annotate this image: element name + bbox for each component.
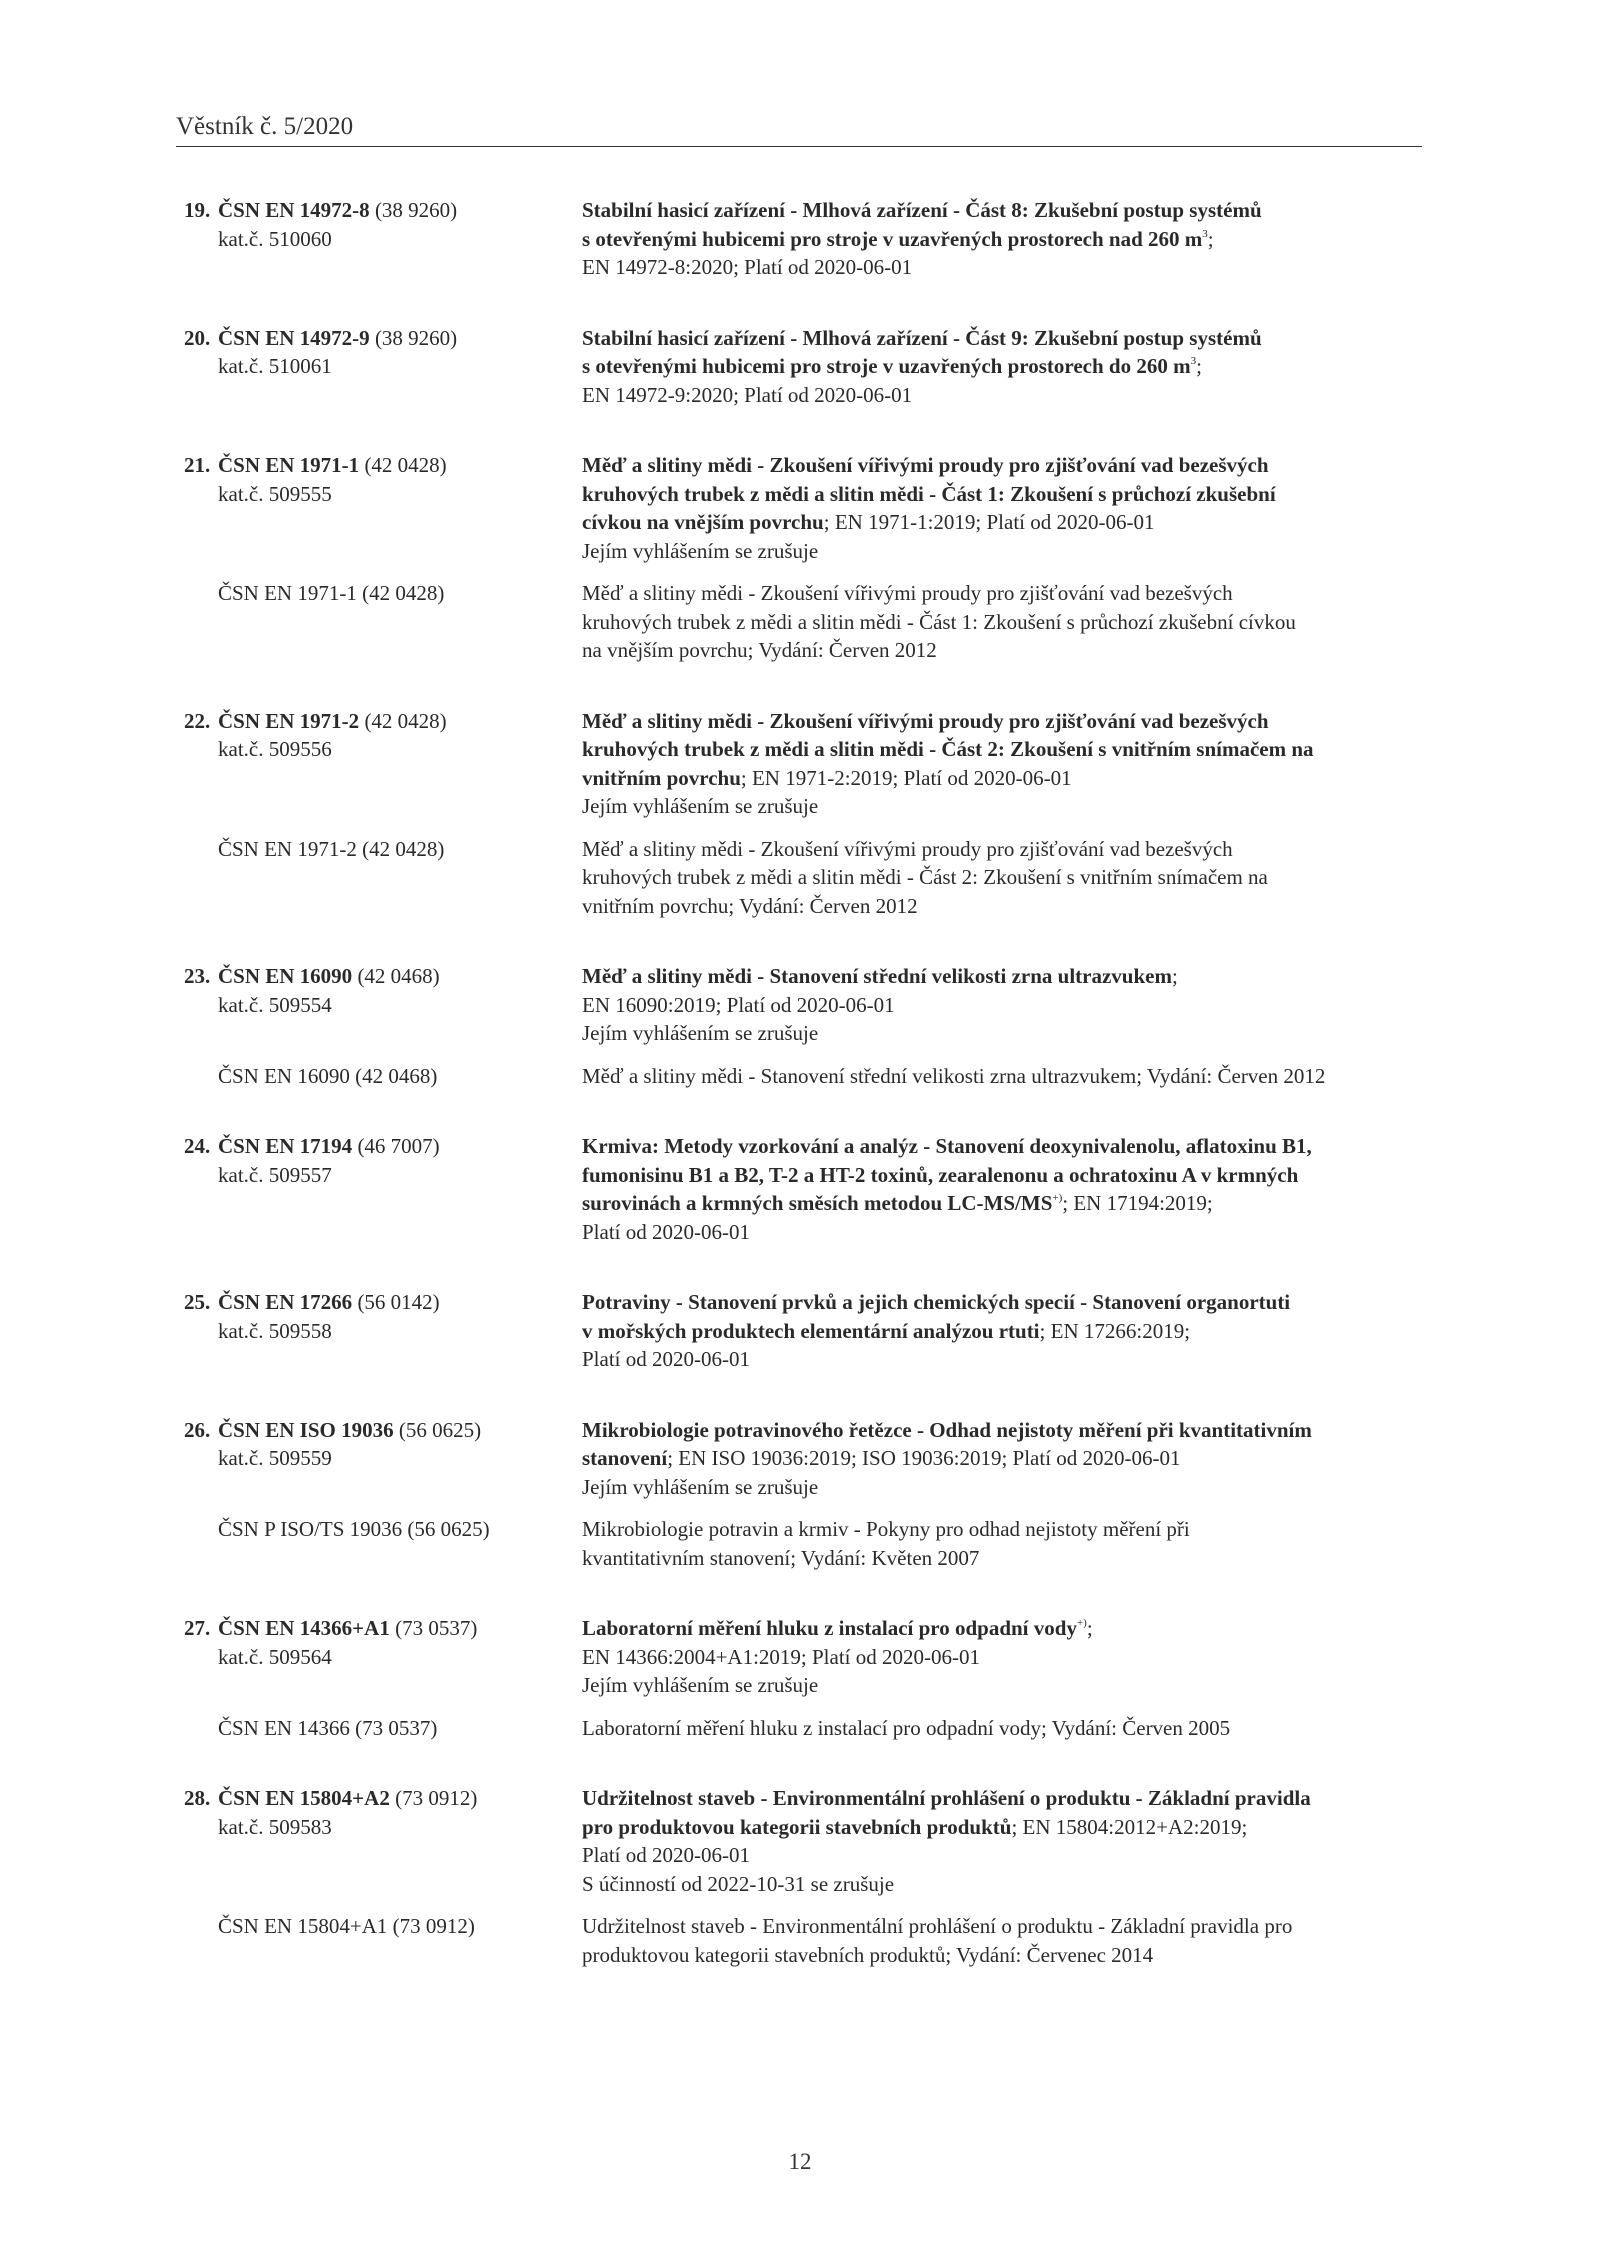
replaced-line: Mikrobiologie potravin a krmiv - Pokyny pro odhad nejistoty měření při [582, 1517, 1190, 1541]
replaced-description [582, 1062, 1434, 1091]
title-line [582, 962, 1434, 991]
page-number: 12 [788, 2149, 812, 2174]
superscript: 3 [1202, 227, 1208, 240]
title-tail: ; EN ISO 19036:2019; ISO 19036:2019; Platí od 2020-06-01 [667, 1446, 1181, 1470]
title-tail: ; EN 15804:2012+A2:2019; [1011, 1814, 1248, 1839]
detail-line: Jejím vyhlášením se zrušuje [582, 538, 819, 563]
title-tail: ; EN 1971-2:2019; Platí od 2020-06-01 [740, 765, 1072, 790]
replaced-identifier [184, 835, 582, 921]
standard-title: Měď a slitiny mědi - Stanovení střední velikosti zrna ultrazvukem [582, 964, 1172, 988]
replaced-standard [184, 1062, 1434, 1091]
replaced-line: kruhových trubek z mědi a slitin mědi - Část 1: Zkoušení s průchozí zkušební cívkou [582, 609, 1296, 634]
standard-entry [184, 707, 1434, 921]
standard-description [582, 1614, 1434, 1700]
replaced-description [582, 835, 1434, 921]
title-line [582, 1813, 1434, 1842]
entry-number: 24. [184, 1134, 211, 1158]
catalog-number: kat.č. 510060 [218, 226, 332, 251]
classification-number: (42 0428) [359, 453, 447, 477]
standard-code: ČSN EN ISO 19036 [218, 1417, 394, 1442]
standard-identifier [184, 1132, 582, 1246]
title-line [582, 1444, 1434, 1473]
entry-number: 25. [184, 1290, 211, 1314]
title-line [582, 508, 1434, 537]
title-line [582, 1161, 1434, 1190]
standard-identifier [184, 324, 582, 410]
standard-title: Udržitelnost staveb - Environmentální prohlášení o produktu - Základní pravidla [582, 1786, 1311, 1810]
standard-title: Stabilní hasicí zařízení - Mlhová zařízení - Část 9: Zkušební postup systémů [582, 325, 1262, 350]
title-tail: ; [1196, 354, 1202, 378]
title-line [582, 196, 1434, 225]
standard-title: Měď a slitiny mědi - Zkoušení vířivými proudy pro zjišťování vad bezešvých [582, 708, 1269, 733]
standard-id-line [184, 453, 447, 477]
standard-identifier [184, 196, 582, 282]
detail-line: EN 14972-9:2020; Platí od 2020-06-01 [582, 382, 913, 407]
detail-line: Platí od 2020-06-01 [582, 1219, 750, 1244]
standard-id-line [184, 198, 457, 222]
title-line [582, 1416, 1434, 1445]
catalog-number: kat.č. 509556 [218, 737, 332, 761]
replaced-line: kruhových trubek z mědi a slitin mědi - Část 2: Zkoušení s vnitřním snímačem na [582, 865, 1268, 889]
replaced-standard [184, 835, 1434, 921]
standard-entry [184, 1288, 1434, 1374]
title-line [582, 1288, 1434, 1317]
entry-row [184, 1288, 1434, 1374]
standard-id-line [184, 1786, 477, 1810]
catalog-number: kat.č. 510061 [218, 354, 332, 378]
replaced-identifier [184, 579, 582, 665]
standard-title: Stabilní hasicí zařízení - Mlhová zařízení - Část 8: Zkušební postup systémů [582, 198, 1262, 222]
detail-line: S účinností od 2022-10-31 se zrušuje [582, 1871, 895, 1896]
catalog-number: kat.č. 509554 [218, 992, 332, 1017]
standard-id-line [184, 326, 457, 350]
title-line [582, 764, 1434, 793]
standard-identifier [184, 1614, 582, 1700]
standard-entry [184, 962, 1434, 1090]
standard-code: ČSN EN 17266 [218, 1290, 353, 1314]
standard-code: ČSN EN 1971-1 [218, 453, 360, 477]
standard-id-line [184, 709, 447, 733]
replaced-description [582, 1714, 1434, 1743]
entry-row [184, 707, 1434, 821]
title-tail: ; EN 17266:2019; [1039, 1318, 1191, 1343]
standard-description [582, 1288, 1434, 1374]
replaced-line: kvantitativním stanovení; Vydání: Květen 2007 [582, 1545, 980, 1570]
replaced-standard [184, 1912, 1434, 1969]
catalog-number: kat.č. 509559 [218, 1446, 332, 1470]
classification-number: (73 0537) [389, 1616, 478, 1640]
standard-title: Krmiva: Metody vzorkování a analýz - Stanovení deoxynivalenolu, aflatoxinu B1, [582, 1134, 1312, 1158]
page-header [176, 112, 1422, 147]
entry-row [184, 324, 1434, 410]
superscript: +) [1076, 1617, 1087, 1629]
title-line [582, 707, 1434, 736]
standard-id-line [184, 1134, 440, 1158]
title-line [582, 1317, 1434, 1346]
standard-entry [184, 324, 1434, 410]
detail-line: EN 14366:2004+A1:2019; Platí od 2020-06-01 [582, 1644, 980, 1669]
title-line [582, 1132, 1434, 1161]
replaced-code: ČSN EN 1971-1 (42 0428) [218, 581, 445, 605]
replaced-code: ČSN EN 15804+A1 (73 0912) [218, 1914, 475, 1938]
standard-code: ČSN EN 14366+A1 [218, 1616, 390, 1640]
standard-title: s otevřenými hubicemi pro stroje v uzavřených prostorech do 260 m [582, 354, 1191, 378]
standard-id-line [184, 1418, 481, 1442]
standard-title: stanovení [582, 1446, 668, 1470]
classification-number: (42 0428) [359, 708, 447, 733]
standard-title: vnitřním povrchu [582, 765, 741, 790]
replaced-identifier [184, 1062, 582, 1091]
entry-row [184, 1132, 1434, 1246]
standard-description [582, 324, 1434, 410]
standard-title: pro produktovou kategorii stavebních produktů [582, 1814, 1012, 1839]
replaced-description [582, 1515, 1434, 1572]
entry-row [184, 1416, 1434, 1502]
standard-id-line [184, 964, 440, 988]
standard-entry [184, 1614, 1434, 1742]
replaced-standard [184, 1515, 1434, 1572]
standard-identifier [184, 1288, 582, 1374]
entry-number: 19. [184, 198, 211, 222]
replaced-identifier [184, 1912, 582, 1969]
standard-code: ČSN EN 16090 [218, 964, 353, 988]
standard-entry [184, 1784, 1434, 1969]
standards-list [184, 196, 1434, 2011]
standard-entry [184, 1416, 1434, 1573]
standard-identifier [184, 962, 582, 1048]
standard-code: ČSN EN 15804+A2 [218, 1786, 390, 1810]
replaced-code: ČSN EN 1971-2 (42 0428) [218, 836, 445, 861]
title-line [582, 225, 1434, 254]
replaced-line: Měď a slitiny mědi - Zkoušení vířivými proudy pro zjišťování vad bezešvých [582, 581, 1233, 605]
standard-description [582, 1132, 1434, 1246]
classification-number: (46 7007) [352, 1134, 440, 1158]
title-tail: ; EN 17194:2019; [1062, 1191, 1213, 1215]
standard-title: s otevřenými hubicemi pro stroje v uzavřených prostorech nad 260 m [582, 226, 1203, 251]
title-line [582, 1614, 1434, 1643]
title-line [582, 735, 1434, 764]
standard-title: Laboratorní měření hluku z instalací pro odpadní vody [582, 1616, 1077, 1640]
replaced-code: ČSN P ISO/TS 19036 (56 0625) [218, 1517, 490, 1541]
entry-number: 26. [184, 1417, 211, 1442]
superscript: +) [1052, 1192, 1063, 1204]
title-line [582, 1784, 1434, 1813]
classification-number: (38 9260) [369, 198, 458, 222]
catalog-number: kat.č. 509557 [218, 1162, 332, 1187]
superscript: 3 [1190, 355, 1197, 367]
standard-entry [184, 196, 1434, 282]
entry-number: 20. [184, 325, 211, 350]
replaced-line: produktovou kategorii stavebních produktů; Vydání: Červenec 2014 [582, 1942, 1154, 1967]
standard-code: ČSN EN 14972-8 [218, 198, 370, 222]
replaced-identifier [184, 1515, 582, 1572]
entry-row [184, 451, 1434, 565]
replaced-description [582, 1912, 1434, 1969]
detail-line: Platí od 2020-06-01 [582, 1843, 750, 1867]
replaced-code: ČSN EN 14366 (73 0537) [218, 1715, 438, 1740]
catalog-number: kat.č. 509555 [218, 481, 332, 506]
standard-entry [184, 1132, 1434, 1246]
catalog-number: kat.č. 509558 [218, 1318, 332, 1343]
standard-title: Měď a slitiny mědi - Zkoušení vířivými proudy pro zjišťování vad bezešvých [582, 453, 1269, 477]
entry-number: 28. [184, 1786, 211, 1810]
standard-id-line [184, 1616, 477, 1640]
standard-title: Potraviny - Stanovení prvků a jejich chemických specií - Stanovení organortuti [582, 1290, 1291, 1314]
entry-row [184, 1784, 1434, 1898]
standard-code: ČSN EN 17194 [218, 1134, 353, 1158]
standard-code: ČSN EN 1971-2 [218, 708, 360, 733]
replaced-standard [184, 1714, 1434, 1743]
replaced-identifier [184, 1714, 582, 1743]
standard-description [582, 962, 1434, 1048]
standard-identifier [184, 1784, 582, 1898]
standard-title: kruhových trubek z mědi a slitin mědi - Část 2: Zkoušení s vnitřním snímačem na [582, 737, 1314, 761]
standard-entry [184, 451, 1434, 665]
standard-id-line [184, 1290, 440, 1314]
replaced-line: Měď a slitiny mědi - Zkoušení vířivými proudy pro zjišťování vad bezešvých [582, 836, 1233, 861]
entry-number: 27. [184, 1616, 211, 1640]
replaced-line: Měď a slitiny mědi - Stanovení střední velikosti zrna ultrazvukem; Vydání: Červen 2012 [582, 1063, 1326, 1088]
entry-row [184, 196, 1434, 282]
classification-number: (56 0625) [393, 1417, 482, 1442]
replaced-line: Udržitelnost staveb - Environmentální prohlášení o produktu - Základní pravidla pro [582, 1914, 1293, 1938]
entry-number: 23. [184, 964, 211, 988]
title-tail: ; [1171, 964, 1178, 988]
journal-title: Věstník č. 5/2020 [176, 113, 354, 140]
entry-number: 21. [184, 453, 211, 477]
detail-line: Jejím vyhlášením se zrušuje [582, 794, 819, 818]
replaced-description [582, 579, 1434, 665]
replaced-line: vnitřním povrchu; Vydání: Červen 2012 [582, 893, 918, 918]
standard-identifier [184, 451, 582, 565]
entry-row [184, 1614, 1434, 1700]
title-line [582, 324, 1434, 353]
standard-description [582, 707, 1434, 821]
standard-description [582, 451, 1434, 565]
catalog-number: kat.č. 509564 [218, 1644, 332, 1669]
standard-title: fumonisinu B1 a B2, T-2 a HT-2 toxinů, zearalenonu a ochratoxinu A v krmných [582, 1162, 1299, 1187]
classification-number: (42 0468) [352, 964, 440, 988]
entry-number: 22. [184, 708, 211, 733]
catalog-number: kat.č. 509583 [218, 1814, 332, 1839]
replaced-line: Laboratorní měření hluku z instalací pro odpadní vody; Vydání: Červen 2005 [582, 1715, 1231, 1740]
classification-number: (56 0142) [352, 1290, 440, 1314]
detail-line: Platí od 2020-06-01 [582, 1347, 750, 1371]
title-tail: ; EN 1971-1:2019; Platí od 2020-06-01 [823, 510, 1155, 534]
standard-title: kruhových trubek z mědi a slitin mědi - Část 1: Zkoušení s průchozí zkušební [582, 481, 1276, 506]
standard-identifier [184, 707, 582, 821]
detail-line: Jejím vyhlášením se zrušuje [582, 1474, 819, 1499]
replaced-line: na vnějším povrchu; Vydání: Červen 2012 [582, 638, 937, 662]
standard-identifier [184, 1416, 582, 1502]
standard-description [582, 1416, 1434, 1502]
standard-title: Mikrobiologie potravinového řetězce - Odhad nejistoty měření při kvantitativním [582, 1417, 1312, 1442]
standard-code: ČSN EN 14972-9 [218, 325, 370, 350]
title-tail: ; [1207, 226, 1214, 251]
title-line [582, 451, 1434, 480]
classification-number: (73 0912) [389, 1786, 478, 1810]
entry-row [184, 962, 1434, 1048]
standard-title: v mořských produktech elementární analýzou rtuti [582, 1318, 1040, 1343]
standard-description [582, 196, 1434, 282]
title-line [582, 352, 1434, 381]
replaced-code: ČSN EN 16090 (42 0468) [218, 1063, 438, 1088]
title-line [582, 1189, 1434, 1218]
replaced-standard [184, 579, 1434, 665]
title-line [582, 480, 1434, 509]
standard-title: cívkou na vnějším povrchu [582, 510, 824, 534]
title-tail: ; [1086, 1616, 1093, 1640]
detail-line: EN 16090:2019; Platí od 2020-06-01 [582, 992, 895, 1017]
standard-description [582, 1784, 1434, 1898]
classification-number: (38 9260) [369, 325, 458, 350]
detail-line: Jejím vyhlášením se zrušuje [582, 1021, 819, 1045]
detail-line: Jejím vyhlášením se zrušuje [582, 1673, 819, 1697]
detail-line: EN 14972-8:2020; Platí od 2020-06-01 [582, 255, 913, 279]
standard-title: surovinách a krmných směsích metodou LC-MS/MS [582, 1191, 1053, 1215]
